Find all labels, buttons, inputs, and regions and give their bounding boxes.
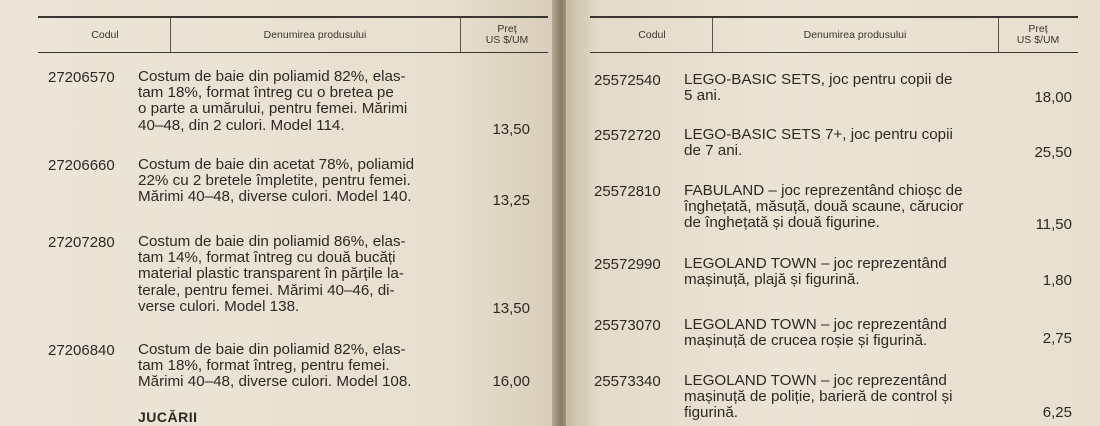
product-code: 25572810 bbox=[594, 183, 661, 200]
product-price: 6,25 bbox=[1042, 404, 1072, 421]
product-price: 25,50 bbox=[1034, 144, 1072, 161]
description-line: LEGOLAND TOWN – joc reprezentând bbox=[684, 316, 947, 333]
column-header-price bbox=[460, 20, 554, 50]
product-description bbox=[684, 317, 947, 349]
product-code: 27206660 bbox=[48, 157, 115, 174]
product-code: 25572720 bbox=[594, 127, 661, 144]
description-line: o parte a umărului, pentru femei. Mărimi bbox=[138, 100, 408, 118]
product-description bbox=[684, 373, 952, 422]
product-code: 27206570 bbox=[48, 69, 115, 86]
header-top-rule bbox=[38, 16, 548, 18]
product-code: 27207280 bbox=[48, 234, 115, 251]
product-price: 16,00 bbox=[492, 373, 530, 390]
description-line: mașinuță de crucea roșie și figurină. bbox=[684, 332, 928, 350]
description-line: FABULAND – joc reprezentând chioșc de bbox=[684, 182, 963, 199]
product-price: 13,25 bbox=[492, 192, 530, 209]
header-top-rule bbox=[590, 16, 1078, 18]
product-price: 1,80 bbox=[1042, 272, 1072, 289]
description-line: tam 18%, format întreg cu o bretea pe bbox=[138, 84, 394, 102]
column-header-price bbox=[998, 20, 1078, 50]
column-header-code: Codul bbox=[91, 28, 119, 41]
description-line: 40–48, din 2 culori. Model 114. bbox=[138, 116, 345, 134]
description-line: Mărimi 40–48, diverse culori. Model 108. bbox=[138, 373, 412, 391]
product-code: 25573340 bbox=[594, 373, 661, 390]
product-code: 25573070 bbox=[594, 317, 661, 334]
product-description bbox=[138, 157, 414, 206]
column-header-name: Denumirea produsului bbox=[803, 28, 907, 41]
product-price: 2,75 bbox=[1042, 330, 1072, 347]
product-description bbox=[684, 72, 952, 104]
product-price: 11,50 bbox=[1035, 216, 1072, 233]
product-description bbox=[138, 234, 406, 315]
description-line: LEGO-BASIC SETS 7+, joc pentru copii bbox=[684, 126, 953, 143]
description-line: Costum de baie din acetat 78%, poliamid bbox=[138, 156, 415, 173]
description-line: de înghețată și două figurine. bbox=[684, 214, 880, 232]
description-line: de 7 ani. bbox=[684, 142, 743, 160]
product-price: 18,00 bbox=[1034, 89, 1072, 106]
price-header-line2: US $/UM bbox=[485, 34, 529, 46]
section-heading: JUCĂRII bbox=[138, 409, 198, 425]
product-code: 27206840 bbox=[48, 342, 115, 359]
description-line: material plastic transparent în părțile la- bbox=[138, 265, 404, 283]
header-bottom-rule bbox=[590, 52, 1078, 53]
description-line: mașinuță de poliție, barieră de control și bbox=[684, 388, 953, 406]
description-line: terale, pentru femei. Mărimi 40–46, di- bbox=[138, 281, 395, 299]
product-description bbox=[684, 183, 963, 232]
column-header-name: Denumirea produsului bbox=[263, 28, 367, 41]
product-description bbox=[684, 256, 947, 288]
description-line: LEGO-BASIC SETS, joc pentru copii de bbox=[684, 71, 953, 88]
description-line: mașinuță, plajă și figurină. bbox=[684, 271, 860, 289]
product-code: 25572540 bbox=[594, 72, 661, 89]
header-bottom-rule bbox=[38, 52, 548, 53]
description-line: înghețată, măsuță, două scaune, cărucior bbox=[684, 198, 964, 216]
product-price: 13,50 bbox=[492, 300, 530, 317]
description-line: 5 ani. bbox=[684, 87, 722, 105]
column-header-code: Codul bbox=[638, 28, 666, 41]
description-line: Costum de baie din poliamid 82%, elas- bbox=[138, 341, 406, 358]
description-line: Mărimi 40–48, diverse culori. Model 140. bbox=[138, 188, 412, 206]
description-line: LEGOLAND TOWN – joc reprezentând bbox=[684, 255, 947, 272]
right-page bbox=[566, 0, 1100, 426]
description-line: tam 14%, format întreg cu două bucăți bbox=[138, 249, 396, 267]
description-line: LEGOLAND TOWN – joc reprezentând bbox=[684, 372, 947, 389]
description-line: 22% cu 2 bretele împletite, pentru femei. bbox=[138, 172, 411, 190]
product-price: 13,50 bbox=[492, 121, 530, 138]
product-description bbox=[684, 127, 953, 159]
description-line: Costum de baie din poliamid 82%, elas- bbox=[138, 68, 406, 85]
description-line: tam 18%, format întreg, pentru femei. bbox=[138, 357, 390, 375]
price-header-line1: Preț bbox=[1028, 23, 1048, 35]
price-header-line1: Preț bbox=[497, 23, 517, 35]
price-header-line2: US $/UM bbox=[1016, 34, 1060, 46]
description-line: figurină. bbox=[684, 404, 739, 422]
product-code: 25572990 bbox=[594, 256, 661, 273]
product-description bbox=[138, 69, 407, 134]
description-line: verse culori. Model 138. bbox=[138, 297, 300, 315]
description-line: Costum de baie din poliamid 86%, elas- bbox=[138, 233, 406, 250]
product-description bbox=[138, 342, 412, 391]
